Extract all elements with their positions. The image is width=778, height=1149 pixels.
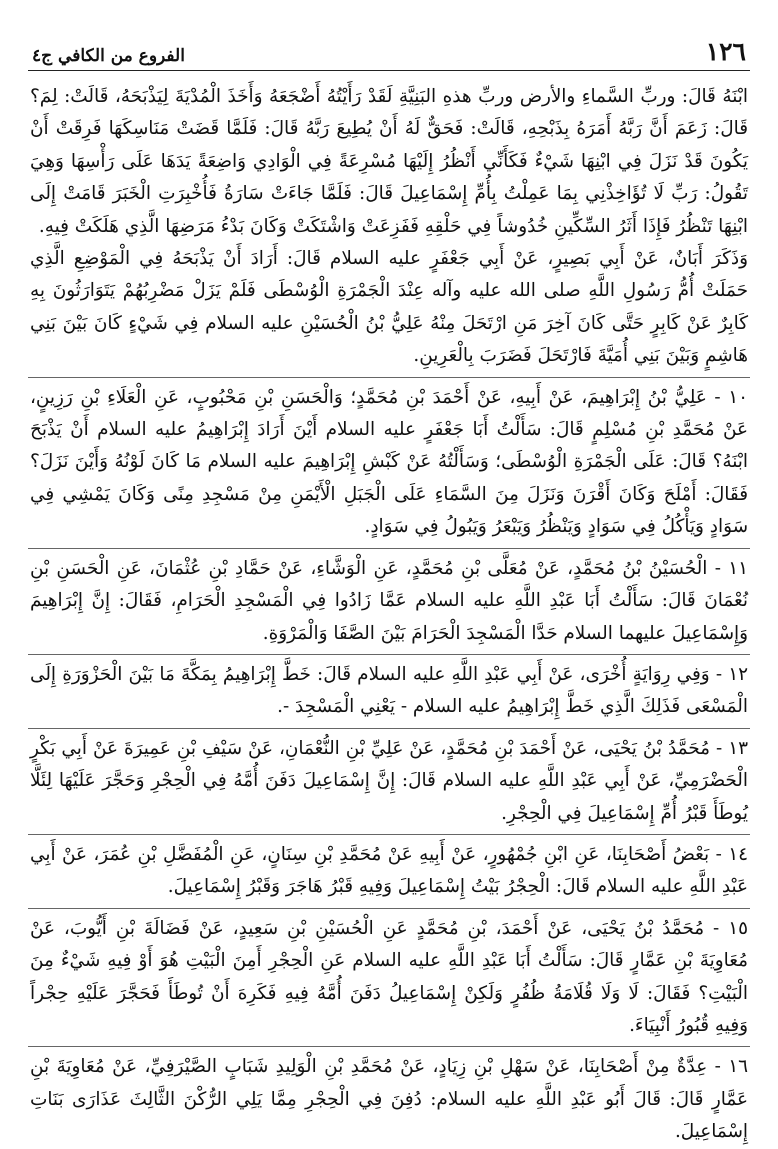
hadith-12: ١٢ - وَفِي رِوَايَةٍ أُخْرَى، عَنْ أَبِي عَبْدِ اللَّهِ عليه السلام قَالَ: خَطَّ إِبْرَاهِيمُ بِمَكَّةَ مَا بَيْنَ الْحَزْوَرَةِ إِلَى الْمَسْعَى فَذَلِكَ الَّذِي خَطَّ إِبْرَاهِيمُ عليه السلام - يَعْنِي الْمَسْجِدَ -.	[30, 663, 748, 718]
page-body	[28, 71, 750, 1149]
paragraph-aban: وَذَكَرَ أَبَانٌ، عَنْ أَبِي بَصِيرٍ، عَنْ أَبِي جَعْفَرٍ عليه السلام قَالَ: أَرَادَ أَنْ يَذْبَحَهُ فِي الْمَوْضِعِ الَّذِي حَمَلَتْ أُمُّ رَسُولِ اللَّهِ صلى الله عليه وآله عِنْدَ الْجَمْرَةِ الْوُسْطَى فَلَمْ يَزَلْ مَضْرِبُهُمْ يَتَوَارَثُونَ بِهِ كَابِرٌ عَنْ كَابِرٍ حَتَّى كَانَ آخِرَ مَنِ ارْتَحَلَ مِنْهُ عَلِيُّ بْنُ الْحُسَيْنِ عليه السلام فِي شَيْءٍ كَانَ بَيْنَ بَنِي هَاشِمٍ وَبَيْنَ بَنِي أُمَيَّةَ فَارْتَحَلَ فَضَرَبَ بِالْعَرِينِ.	[30, 248, 748, 367]
divider	[28, 377, 750, 378]
hadith-10: ١٠ - عَلِيُّ بْنُ إِبْرَاهِيمَ، عَنْ أَبِيهِ، عَنْ أَحْمَدَ بْنِ مُحَمَّدٍ؛ وَالْحَسَنِ بْنِ مَحْبُوبٍ، عَنِ الْعَلَاءِ بْنِ رَزِينٍ، عَنْ مُحَمَّدِ بْنِ مُسْلِمٍ قَالَ: سَأَلْتُ أَبَا جَعْفَرٍ عليه السلام أَيْنَ أَرَادَ إِبْرَاهِيمُ عليه السلام أَنْ يَذْبَحَ ابْنَهُ؟ قَالَ: عَلَى الْجَمْرَةِ الْوُسْطَى؛ وَسَأَلْتُهُ عَنْ كَبْشِ إِبْرَاهِيمَ عليه السلام مَا كَانَ لَوْنُهُ وَأَيْنَ نَزَلَ؟ فَقَالَ: أَمْلَحَ وَكَانَ أَقْرَنَ وَنَزَلَ مِنَ السَّمَاءِ عَلَى الْجَبَلِ الْأَيْمَنِ مِنْ مَسْجِدِ مِنًى وَكَانَ يَمْشِي فِي سَوَادٍ وَيَأْكُلُ فِي سَوَادٍ وَيَنْظُرُ وَيَبْعَرُ وَيَبُولُ فِي سَوَادٍ.	[30, 386, 748, 538]
page-number: ١٢٦	[705, 37, 746, 66]
page-header	[28, 22, 750, 71]
divider	[28, 1046, 750, 1047]
hadith-13: ١٣ - مُحَمَّدُ بْنُ يَحْيَى، عَنْ أَحْمَدَ بْنِ مُحَمَّدٍ، عَنْ عَلِيِّ بْنِ النُّعْمَانِ، عَنْ سَيْفِ بْنِ عَمِيرَةَ عَنْ أَبِي بَكْرٍ الْحَضْرَمِيِّ، عَنْ أَبِي عَبْدِ اللَّهِ عليه السلام قَالَ: إِنَّ إِسْمَاعِيلَ دَفَنَ أُمَّهُ فِي الْحِجْرِ وَحَجَّرَ عَلَيْهَا لِئَلَّا يُوطَأَ قَبْرُ أُمِّ إِسْمَاعِيلَ فِي الْحِجْرِ.	[30, 737, 748, 824]
divider	[28, 654, 750, 655]
paragraph-continuation: ابْنَهُ قَالَ: وربِّ السَّماءِ والأرض وربِّ هذهِ البَنِيَّةِ لَقَدْ رَأَيْتُهُ أَضْجَعَهُ وَأَخَذَ الْمُدْيَةَ لِيَذْبَحَهُ، قَالَتْ: لِمَ؟ قَالَ: زَعَمَ أَنَّ رَبَّهُ أَمَرَهُ بِذَبْحِهِ، قَالَتْ: فَحَقٌّ لَهُ أَنْ يُطِيعَ رَبَّهُ قَالَ: فَلَمَّا قَضَتْ مَنَاسِكَهَا فَرِقَتْ أَنْ يَكُونَ قَدْ نَزَلَ فِي ابْنِهَا شَيْءٌ فَكَأَنِّي أَنْظُرُ إِلَيْهَا مُسْرِعَةً فِي الْوَادِي وَاضِعَةً يَدَهَا عَلَى رَأْسِهَا وَهِيَ تَقُولُ: رَبِّ لَا تُؤَاخِذْنِي بِمَا عَمِلْتُ بِأُمِّ إِسْمَاعِيلَ قَالَ: فَلَمَّا جَاءَتْ سَارَةُ فَأُخْبِرَتِ الْخَبَرَ قَامَتْ إِلَى ابْنِهَا تَنْظُرُ فَإِذَا أَثَرُ السِّكِّينِ خُدُوشاً فِي حَلْقِهِ فَفَزِعَتْ وَاشْتَكَتْ وَكَانَ بَدْءُ مَرَضِهَا الَّذِي هَلَكَتْ فِيهِ.	[30, 86, 748, 237]
divider	[28, 908, 750, 909]
hadith-14: ١٤ - بَعْضُ أَصْحَابِنَا، عَنِ ابْنِ جُمْهُورٍ، عَنْ أَبِيهِ عَنْ مُحَمَّدِ بْنِ سِنَانٍ، عَنِ الْمُفَضَّلِ بْنِ عُمَرَ، عَنْ أَبِي عَبْدِ اللَّهِ عليه السلام قَالَ: الْحِجْرُ بَيْتُ إِسْمَاعِيلَ وَفِيهِ قَبْرُ هَاجَرَ وَقَبْرُ إِسْمَاعِيلَ.	[30, 843, 748, 898]
hadith-15: ١٥ - مُحَمَّدُ بْنُ يَحْيَى، عَنْ أَحْمَدَ، بْنِ مُحَمَّدٍ عَنِ الْحُسَيْنِ بْنِ سَعِيدٍ، عَنْ فَضَالَةَ بْنِ أَيُّوبَ، عَنْ مُعَاوِيَةَ بْنِ عَمَّارٍ قَالَ: سَأَلْتُ أَبَا عَبْدِ اللَّهِ عليه السلام عَنِ الْحِجْرِ أَمِنَ الْبَيْتِ هُوَ أَوْ فِيهِ شَيْءٌ مِنَ الْبَيْتِ؟ فَقَالَ: لَا وَلَا قُلَامَةُ ظُفُرٍ وَلَكِنْ إِسْمَاعِيلُ دَفَنَ أُمَّهُ فِيهِ فَكَرِهَ أَنْ تُوطَأَ فَحَجَّرَ عَلَيْهِ حِجْراً وَفِيهِ قُبُورُ أَنْبِيَاءَ.	[30, 917, 748, 1036]
divider	[28, 728, 750, 729]
book-page	[28, 22, 750, 1143]
divider	[28, 834, 750, 835]
hadith-11: ١١ - الْحُسَيْنُ بْنُ مُحَمَّدٍ، عَنْ مُعَلَّى بْنِ مُحَمَّدٍ، عَنِ الْوَشَّاءِ، عَنْ حَمَّادِ بْنِ عُثْمَانَ، عَنِ الْحَسَنِ بْنِ نُعْمَانَ قَالَ: سَأَلْتُ أَبَا عَبْدِ اللَّهِ عليه السلام عَمَّا زَادُوا فِي الْمَسْجِدِ الْحَرَامِ، فَقَالَ: إِنَّ إِبْرَاهِيمَ وَإِسْمَاعِيلَ عليهما السلام حَدَّا الْمَسْجِدَ الْحَرَامَ بَيْنَ الصَّفَا وَالْمَرْوَةِ.	[30, 557, 748, 644]
hadith-16: ١٦ - عِدَّةٌ مِنْ أَصْحَابِنَا، عَنْ سَهْلِ بْنِ زِيَادٍ، عَنْ مُحَمَّدِ بْنِ الْوَلِيدِ شَبَابٍ الصَّيْرَفِيِّ، عَنْ مُعَاوِيَةَ بْنِ عَمَّارٍ قَالَ: قَالَ أَبُو عَبْدِ اللَّهِ عليه السلام: دُفِنَ فِي الْحِجْرِ مِمَّا يَلِي الرُّكْنَ الثَّالِثَ عَذَارَى بَنَاتِ إِسْمَاعِيلَ.	[30, 1056, 748, 1143]
divider	[28, 548, 750, 549]
running-title: الفروع من الكافي ج٤	[32, 46, 185, 66]
